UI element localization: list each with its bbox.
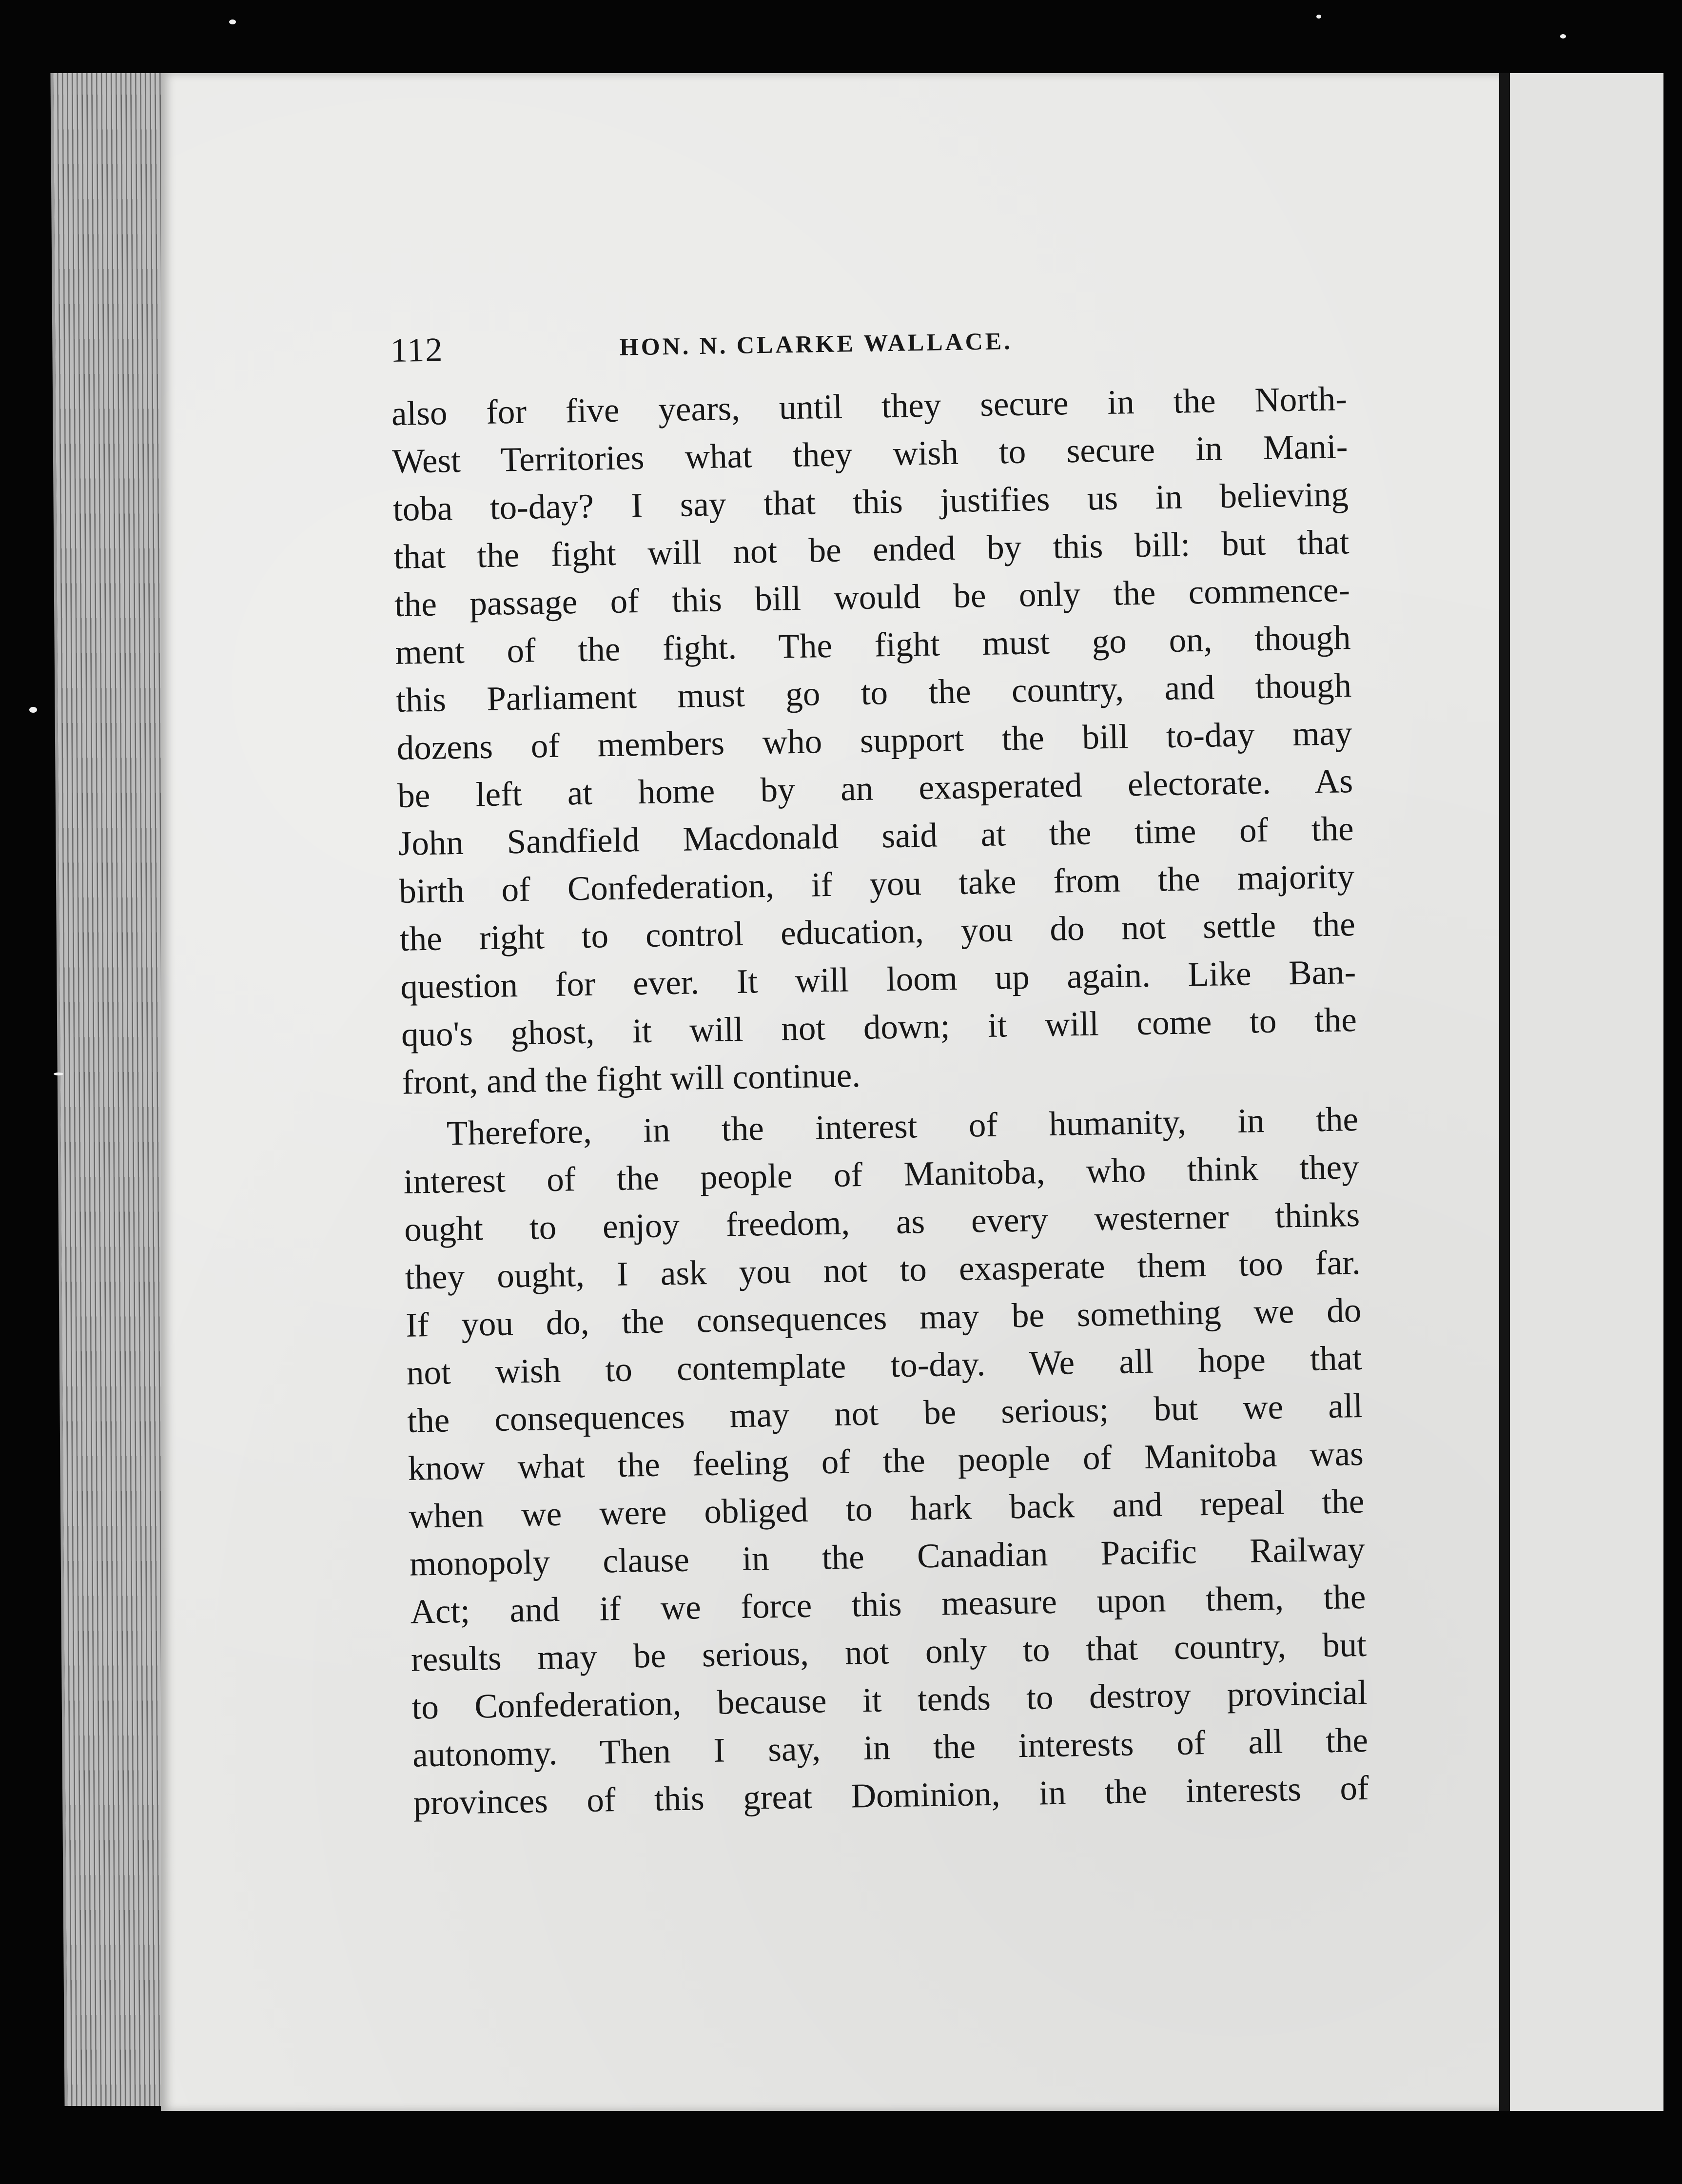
dust-speck <box>29 707 37 713</box>
text-line: quo's ghost, it will not down; it will come to the <box>401 1001 1357 1054</box>
text-line: front, and the fight will continue. <box>401 1056 861 1102</box>
text-line: the consequences may not be serious; but we all <box>407 1386 1363 1440</box>
text-line: ought to enjoy freedom, as every westerner thinks <box>404 1195 1360 1249</box>
text-line: results may be serious, not only to that country, but <box>411 1625 1367 1679</box>
text-line: If you do, the consequences may be something we do <box>405 1291 1362 1345</box>
dust-speck <box>1560 34 1566 39</box>
text-line: to Confederation, because it tends to destroy provincial <box>411 1673 1368 1727</box>
text-block <box>390 307 1369 1827</box>
page-number: 112 <box>390 331 444 370</box>
text-line: the right to control education, you do not settle the <box>399 905 1356 958</box>
text-line: know what the feeling of the people of Manitoba was <box>408 1434 1364 1488</box>
paragraph <box>402 1095 1369 1827</box>
text-line: toba to-day? I say that this justifies us in believing <box>392 475 1349 528</box>
dust-speck <box>54 1072 63 1075</box>
text-line: that the fight will not be ended by this bill: but that <box>393 523 1350 576</box>
text-line: monopoly clause in the Canadian Pacific Railway <box>409 1530 1366 1583</box>
text-line: interest of the people of Manitoba, who think they <box>403 1148 1360 1201</box>
text-line: John Sandfield Macdonald said at the time of the <box>398 810 1354 863</box>
paragraph <box>391 375 1358 1107</box>
text-line: be left at home by an exasperated electorate. As <box>397 762 1353 815</box>
text-line: ment of the fight. The fight must go on, though <box>395 619 1351 672</box>
text-line: question for ever. It will loom up again. Like Ban- <box>400 953 1356 1006</box>
text-line: they ought, I ask you not to exasperate them too far. <box>405 1243 1361 1297</box>
text-line: this Parliament must go to the country, and though <box>395 666 1352 720</box>
text-line: birth of Confederation, if you take from the majority <box>398 858 1355 911</box>
facing-page-edge <box>1510 73 1663 2111</box>
text-line: Act; and if we force this measure upon them, the <box>410 1578 1366 1631</box>
text-line: autonomy. Then I say, in the interests of all the <box>412 1721 1369 1774</box>
book-gutter <box>1499 73 1510 2111</box>
text-line: provinces of this great Dominion, in the interests of <box>413 1769 1369 1822</box>
text-line: also for five years, until they secure in the North- <box>391 380 1348 433</box>
text-line: not wish to contemplate to-day. We all hope that <box>406 1339 1363 1392</box>
text-line: West Territories what they wish to secure in Mani- <box>391 428 1348 481</box>
text-line: dozens of members who support the bill to-day may <box>396 714 1353 767</box>
text-line: Therefore, in the interest of humanity, in the <box>446 1100 1359 1153</box>
dust-speck <box>229 20 236 24</box>
text-line: the passage of this bill would be only the commence- <box>394 571 1350 624</box>
text-line: when we were obliged to hark back and repeal the <box>408 1482 1365 1536</box>
dust-speck <box>1316 15 1321 19</box>
running-head-title: HON. N. CLARKE WALLACE. <box>619 327 1013 361</box>
